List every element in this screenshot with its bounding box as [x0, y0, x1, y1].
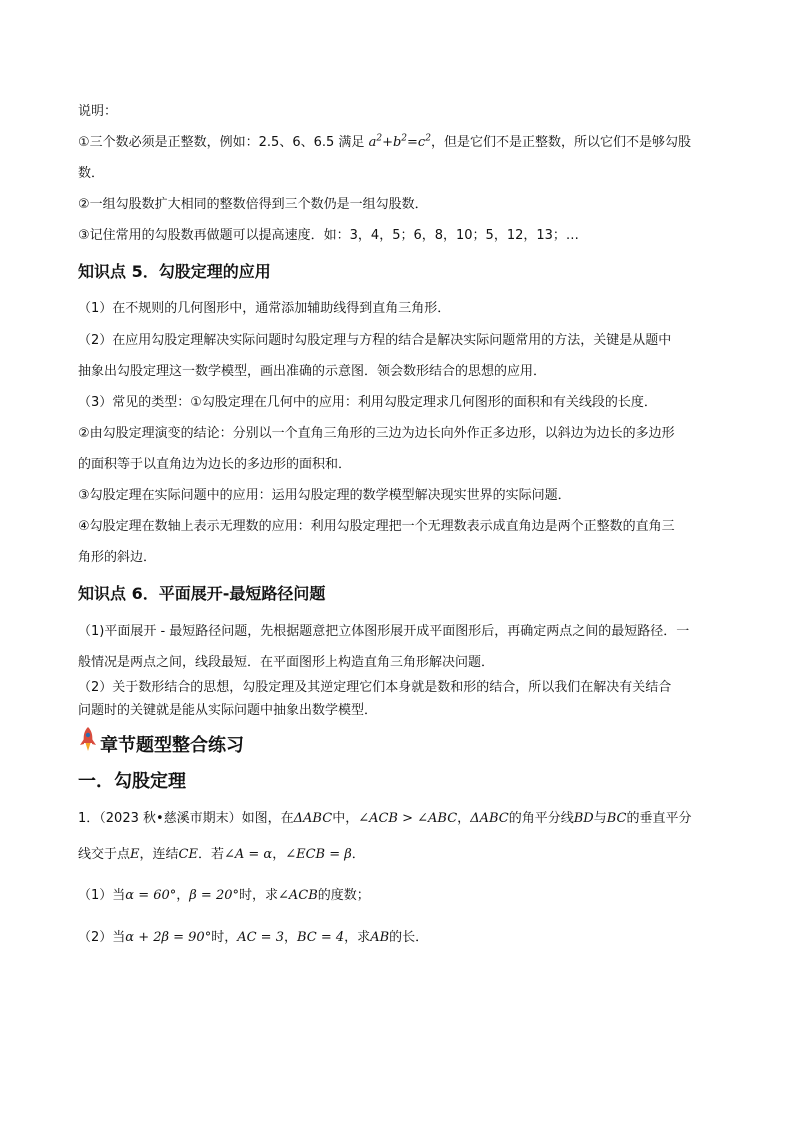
q1-text-b: 中， — [332, 811, 359, 826]
q1-s2-cond: α + 2β = 90° — [125, 930, 212, 945]
pythagorean-formula: $a^2+b^2=c^2$ — [368, 133, 431, 150]
q1-s2-e: 的长． — [389, 930, 429, 945]
q1-angle-a: ∠A = α — [223, 847, 273, 862]
rocket-icon — [78, 726, 98, 752]
q1-s2-ab: AB — [370, 930, 390, 945]
question-1-line-2 — [78, 846, 718, 864]
q1-angle-ecb: ∠ECB = β — [285, 847, 352, 862]
q1-s2-ac: AC = 3 — [237, 930, 284, 945]
q1-s1-c: 时，求 — [239, 888, 279, 903]
kp6-line-3: （2）关于数形结合的思想，勾股定理及其逆定理它们本身就是数和形的结合，所以我们在解决有关结合 — [78, 680, 672, 695]
q1-s2-bc: BC = 4 — [297, 930, 345, 945]
explain-point-1 — [78, 134, 718, 152]
question-1-part-1 — [78, 887, 718, 905]
chapter-heading: 章节题型整合练习 — [100, 735, 244, 756]
kp5-line-2: （2）在应用勾股定理解决实际问题时勾股定理与方程的结合是解决实际问题常用的方法，关键是从题中 — [78, 333, 672, 348]
q1-s2-b: 时， — [211, 930, 238, 945]
q1-s1-d: 的度数； — [317, 888, 370, 903]
kp6-line-2: 般情况是两点之间，线段最短．在平面图形上构造直角三角形解决问题． — [78, 655, 495, 670]
q1-text-c: ， — [457, 811, 471, 826]
q1-bd: BD — [573, 811, 594, 826]
q1-triangle-2: ΔABC — [470, 811, 509, 826]
q1-text-h: ，连结 — [139, 847, 179, 862]
q1-text-f: 的垂直平分 — [626, 811, 692, 826]
kp5-line-7: ③勾股定理在实际问题中的应用：运用勾股定理的数学模型解决现实世界的实际问题． — [78, 488, 571, 503]
explain-label: 说明： — [78, 104, 118, 119]
q1-s2-a: （2）当 — [78, 930, 126, 945]
kp5-line-5: ②由勾股定理演变的结论：分别以一个直角三角形的三边为边长向外作正多边形，以斜边为边长的多边形 — [78, 426, 675, 441]
q1-text-e: 与 — [593, 811, 607, 826]
q1-text-k: ． — [351, 847, 365, 862]
q1-s2-c: ， — [283, 930, 297, 945]
kp5-line-6: 的面积等于以直角边为边长的多边形的面积和． — [78, 457, 352, 472]
kp5-line-4: （3）常见的类型：①勾股定理在几何中的应用：利用勾股定理求几何图形的面积和有关线段的长度． — [78, 395, 657, 410]
question-1-part-2 — [78, 929, 718, 947]
q1-angle-condition: ∠ACB > ∠ABC — [358, 811, 458, 826]
explain-point-3: ③记住常用的勾股数再做题可以提高速度．如：3，4，5；6，8，10；5，12，13；… — [78, 228, 579, 243]
question-1-line-1 — [78, 810, 718, 828]
kp6-heading: 知识点 6．平面展开-最短路径问题 — [78, 584, 326, 603]
q1-s1-alpha: α = 60° — [125, 888, 177, 903]
explain-point-1-cont: 数． — [78, 166, 105, 181]
q1-bc: BC — [606, 811, 627, 826]
kp5-line-3: 抽象出勾股定理这一数学模型，画出准确的示意图．领会数形结合的思想的应用． — [78, 364, 547, 379]
q1-text-g: 线交于点 — [78, 847, 131, 862]
q1-ce: CE — [178, 847, 198, 862]
q1-text-i: ．若 — [197, 847, 224, 862]
explain-point-1-text-b: ，但是它们不是正整数，所以它们不是够勾股 — [430, 135, 691, 150]
q1-s1-b: ， — [176, 888, 190, 903]
q1-s2-d: ，求 — [344, 930, 371, 945]
kp6-line-4: 问题时的关键就是能从实际问题中抽象出数学模型． — [78, 703, 378, 718]
q1-point-e: E — [130, 847, 140, 862]
q1-s1-beta: β = 20° — [189, 888, 239, 903]
explain-point-1-text-a: ①三个数必须是正整数，例如：2.5、6、6.5 满足 — [78, 135, 365, 150]
q1-s1-a: （1）当 — [78, 888, 126, 903]
q1-text-j: ， — [272, 847, 286, 862]
kp5-line-8: ④勾股定理在数轴上表示无理数的应用：利用勾股定理把一个无理数表示成直角边是两个正整数的直角三 — [78, 519, 675, 534]
kp5-line-9: 角形的斜边． — [78, 550, 157, 565]
q1-text-d: 的角平分线 — [508, 811, 574, 826]
kp6-line-1: （1)平面展开 - 最短路径问题，先根据题意把立体图形展开成平面图形后，再确定两点之间的最短路径．一 — [78, 624, 690, 639]
kp5-heading: 知识点 5．勾股定理的应用 — [78, 262, 271, 281]
section-1-heading: 一．勾股定理 — [78, 771, 186, 792]
q1-s1-acb: ∠ACB — [278, 888, 318, 903]
kp5-line-1: （1）在不规则的几何图形中，通常添加辅助线得到直角三角形． — [78, 301, 451, 316]
q1-triangle: ΔABC — [293, 811, 333, 826]
explain-point-2: ②一组勾股数扩大相同的整数倍得到三个数仍是一组勾股数． — [78, 197, 428, 212]
q1-text-a: 1．（2023 秋•慈溪市期末）如图，在 — [78, 811, 294, 826]
